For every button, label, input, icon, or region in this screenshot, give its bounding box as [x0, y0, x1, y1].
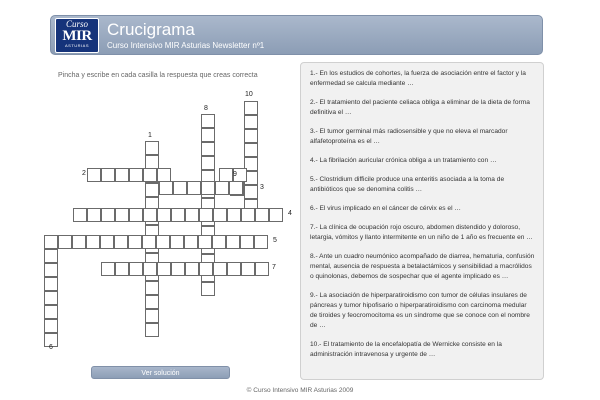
crossword-cell[interactable] [143, 262, 157, 276]
crossword-cell-input[interactable] [88, 173, 100, 185]
crossword-cell[interactable] [185, 208, 199, 222]
crossword-cell[interactable] [255, 208, 269, 222]
crossword-cell[interactable] [187, 181, 201, 195]
clue-number-4: 4 [288, 210, 292, 217]
crossword-cell[interactable] [171, 262, 185, 276]
crossword-cell-input[interactable] [216, 186, 228, 198]
crossword-cell[interactable] [215, 181, 229, 195]
crossword-cell-input[interactable] [255, 240, 267, 252]
crossword-cell[interactable] [115, 208, 129, 222]
crossword-cell-input[interactable] [256, 267, 268, 279]
crossword-cell[interactable] [58, 235, 72, 249]
crossword-cell-input[interactable] [270, 213, 282, 225]
crossword-cell[interactable] [156, 235, 170, 249]
crossword-cell-input[interactable] [202, 161, 214, 173]
crossword-cell-input[interactable] [186, 213, 198, 225]
crossword-cell-input[interactable] [200, 213, 212, 225]
page-subtitle: Curso Intensivo MIR Asturias Newsletter nº1 [107, 41, 265, 50]
clue-number-7: 7 [272, 264, 276, 271]
crossword-cell-input[interactable] [186, 267, 198, 279]
crossword-cell-input[interactable] [87, 240, 99, 252]
crossword-cell[interactable] [255, 262, 269, 276]
crossword-cell[interactable] [157, 168, 171, 182]
crossword-cell-input[interactable] [228, 213, 240, 225]
crossword-cell-input[interactable] [146, 286, 158, 298]
crossword-cell[interactable] [227, 262, 241, 276]
clue-7: 7.- La clínica de ocupación rojo oscuro, abdomen distendido y doloroso, letargia, vómitos y llanto intermitente en un niño de 1 año es frecuente en … [310, 224, 533, 241]
clue-number-9: 9 [233, 171, 237, 178]
crossword-cell-input[interactable] [146, 188, 158, 200]
crossword-cell-input[interactable] [171, 240, 183, 252]
crossword-cell-input[interactable] [202, 287, 214, 299]
crossword-cell-input[interactable] [130, 213, 142, 225]
crossword-cell-input[interactable] [144, 213, 156, 225]
crossword-cell-input[interactable] [245, 190, 257, 202]
crossword-cell[interactable] [44, 235, 58, 249]
ver-solucion-button[interactable]: Ver solución [91, 366, 230, 379]
crossword-cell-input[interactable] [45, 254, 57, 266]
crossword-cell[interactable] [173, 181, 187, 195]
crossword-cell-input[interactable] [115, 240, 127, 252]
footer-copyright: © Curso Intensivo MIR Asturias 2009 [246, 387, 354, 394]
crossword-cell-input[interactable] [158, 267, 170, 279]
crossword-cell-input[interactable] [74, 213, 86, 225]
crossword-cell[interactable] [241, 208, 255, 222]
crossword-cell-input[interactable] [102, 267, 114, 279]
crossword-cell[interactable] [145, 141, 159, 155]
crossword-cell-input[interactable] [202, 119, 214, 131]
crossword-cell-input[interactable] [116, 267, 128, 279]
crossword-cell[interactable] [240, 235, 254, 249]
crossword-cell[interactable] [199, 262, 213, 276]
crossword-cell-input[interactable] [185, 240, 197, 252]
crossword-cell-input[interactable] [214, 267, 226, 279]
crossword-cell-input[interactable] [146, 314, 158, 326]
clue-1: 1.- En los estudios de cohortes, la fuerza de asociación entre el factor y la enfermedad se calcula mediante … [310, 70, 526, 87]
crossword-cell-input[interactable] [245, 106, 257, 118]
crossword-cell-input[interactable] [88, 213, 100, 225]
crossword-cell-input[interactable] [245, 120, 257, 132]
crossword-cell[interactable] [157, 208, 171, 222]
page-title: Crucigrama [107, 20, 195, 39]
crossword-cell[interactable] [86, 235, 100, 249]
clue-5: 5.- Clostridium difficile produce una enteritis asociada a la toma de antibióticos que se denomina colitis … [310, 176, 505, 193]
crossword-cell-input[interactable] [73, 240, 85, 252]
crossword-cell[interactable] [129, 168, 143, 182]
crossword-cell-input[interactable] [199, 240, 211, 252]
crossword-cell-input[interactable] [241, 240, 253, 252]
crossword-cell-input[interactable] [102, 213, 114, 225]
crossword-cell[interactable] [143, 168, 157, 182]
clue-9: 9.- La asociación de hiperparatiroidismo con tumor de células insulares de páncreas y tumor hipofisario o hiperparatiroidismo con carcinoma medular de tiroides y feocromocitoma es un síndrome que se conoce con el nombre de … [310, 292, 530, 329]
crossword-cell-input[interactable] [45, 240, 57, 252]
crossword-cell[interactable] [128, 235, 142, 249]
crossword-cell[interactable] [244, 101, 258, 115]
logo-line-1: Curso [65, 19, 88, 29]
crossword-cell-input[interactable] [158, 173, 170, 185]
instruction-text: Pincha y escribe en cada casilla la respuesta que creas correcta [58, 72, 258, 79]
clue-3: 3.- El tumor germinal más radiosensible y que no eleva el marcador alfafetoproteína es el … [310, 128, 508, 145]
crossword-cell-input[interactable] [172, 213, 184, 225]
crossword-cell[interactable] [213, 262, 227, 276]
crossword-cell[interactable] [129, 208, 143, 222]
crossword-cell[interactable] [201, 114, 215, 128]
crossword-cell-input[interactable] [245, 148, 257, 160]
clue-number-10: 10 [245, 91, 253, 98]
crossword-cell-input[interactable] [45, 268, 57, 280]
clue-8: 8.- Ante un cuadro neumónico acompañado de diarrea, hematuria, confusión mental, ausencia de respuesta a betalactámicos y sensibilidad a macrólidos o quinolonas, debemos de sospechar que el agente implicado es … [310, 253, 535, 280]
crossword-cell-input[interactable] [144, 267, 156, 279]
crossword-cell-input[interactable] [242, 267, 254, 279]
clue-number-6: 6 [49, 344, 53, 351]
clue-number-1: 1 [148, 132, 152, 139]
crossword-cell-input[interactable] [101, 240, 113, 252]
crossword-cell[interactable] [226, 235, 240, 249]
clue-number-2: 2 [82, 170, 86, 177]
crossword-cell[interactable] [229, 181, 243, 195]
crossword-cell[interactable] [201, 181, 215, 195]
clue-number-8: 8 [204, 105, 208, 112]
crossword-cell-input[interactable] [242, 213, 254, 225]
crossword-cell[interactable] [184, 235, 198, 249]
clue-4: 4.- La fibrilación auricular crónica obliga a un tratamiento con … [310, 157, 497, 164]
crossword-cell-input[interactable] [146, 328, 158, 340]
crossword-cell[interactable] [72, 235, 86, 249]
crossword-cell[interactable] [227, 208, 241, 222]
clue-6: 6.- El virus implicado en el cáncer de cérvix es el … [310, 205, 461, 212]
clue-number-5: 5 [273, 237, 277, 244]
crossword-cell-input[interactable] [214, 213, 226, 225]
logo-line-3: ASTURIAS [64, 43, 89, 48]
crossword-cell-input[interactable] [129, 240, 141, 252]
crossword-cell[interactable] [142, 235, 156, 249]
crossword-cell[interactable] [185, 262, 199, 276]
crossword-cell-input[interactable] [202, 186, 214, 198]
crossword-cell-input[interactable] [158, 213, 170, 225]
crossword-cell-input[interactable] [146, 300, 158, 312]
crossword-cell-input[interactable] [172, 267, 184, 279]
crossword-cell[interactable] [198, 235, 212, 249]
crossword-cell[interactable] [115, 168, 129, 182]
crossword-cell-input[interactable] [144, 173, 156, 185]
crossword-cell-input[interactable] [146, 146, 158, 158]
crossword-cell-input[interactable] [157, 240, 169, 252]
crossword-cell-input[interactable] [116, 213, 128, 225]
crossword-cell[interactable] [114, 235, 128, 249]
crossword-cell[interactable] [101, 168, 115, 182]
clue-number-3: 3 [260, 184, 264, 191]
crossword-cell[interactable] [157, 262, 171, 276]
crossword-cell-input[interactable] [59, 240, 71, 252]
crossword-cell[interactable] [115, 262, 129, 276]
clue-10: 10.- El tratamiento de la encefalopatía de Wernicke consiste en la administración intravenosa y urgente de … [310, 341, 502, 358]
crossword-cell-input[interactable] [227, 240, 239, 252]
crossword-cell-input[interactable] [45, 324, 57, 336]
crossword-cell[interactable] [101, 262, 115, 276]
crossword-cell[interactable] [129, 262, 143, 276]
crossword-cell-input[interactable] [130, 173, 142, 185]
crossword-cell-input[interactable] [202, 147, 214, 159]
clues-panel [300, 62, 544, 380]
crossword-cell[interactable] [101, 208, 115, 222]
crossword-cell[interactable] [87, 168, 101, 182]
crossword-cell[interactable] [199, 208, 213, 222]
crossword-grid [0, 0, 300, 360]
crossword-cell[interactable] [241, 262, 255, 276]
crossword-cell-input[interactable] [45, 282, 57, 294]
crossword-cell-input[interactable] [45, 296, 57, 308]
crossword-cell[interactable] [212, 235, 226, 249]
clue-2: 2.- El tratamiento del paciente celiaca obliga a eliminar de la dieta de forma definitiva el … [310, 99, 530, 116]
crossword-cell-input[interactable] [130, 267, 142, 279]
crossword-cell[interactable] [73, 208, 87, 222]
crossword-cell-input[interactable] [160, 186, 172, 198]
crossword-cell-input[interactable] [45, 310, 57, 322]
crossword-cell-input[interactable] [188, 186, 200, 198]
crossword-cell-input[interactable] [116, 173, 128, 185]
crossword-cell[interactable] [170, 235, 184, 249]
crossword-cell-input[interactable] [102, 173, 114, 185]
crossword-cell-input[interactable] [245, 134, 257, 146]
crossword-cell[interactable] [171, 208, 185, 222]
crossword-cell-input[interactable] [256, 213, 268, 225]
crossword-cell[interactable] [100, 235, 114, 249]
logo-line-2: MIR [62, 28, 92, 44]
crossword-cell[interactable] [213, 208, 227, 222]
crossword-cell-input[interactable] [174, 186, 186, 198]
crossword-cell-input[interactable] [228, 267, 240, 279]
crossword-cell-input[interactable] [230, 186, 242, 198]
crossword-cell-input[interactable] [213, 240, 225, 252]
crossword-cell[interactable] [269, 208, 283, 222]
crossword-cell[interactable] [87, 208, 101, 222]
crossword-cell[interactable] [254, 235, 268, 249]
crossword-cell[interactable] [219, 168, 233, 182]
crossword-cell-input[interactable] [202, 133, 214, 145]
crossword-cell-input[interactable] [200, 267, 212, 279]
crossword-cell[interactable] [143, 208, 157, 222]
crossword-cell-input[interactable] [143, 240, 155, 252]
